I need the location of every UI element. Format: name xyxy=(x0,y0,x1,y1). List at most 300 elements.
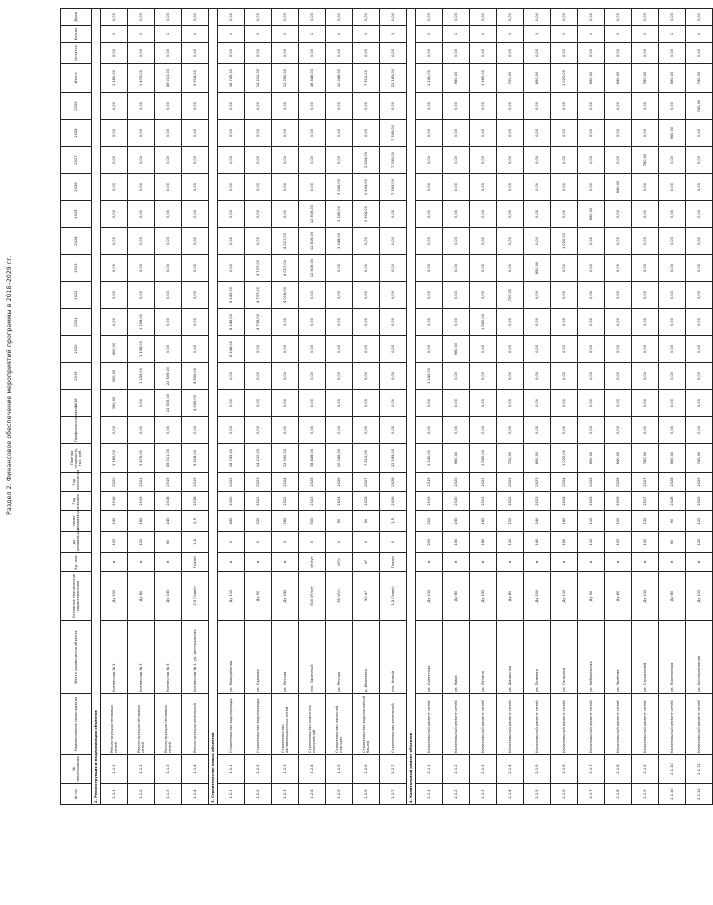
table-cell: 2.1.5 xyxy=(524,784,551,805)
table-cell: Ду 110 xyxy=(218,572,245,621)
table-row xyxy=(299,9,326,805)
table-cell: 1 xyxy=(524,26,551,43)
table-cell: Капитальный ремонт сетей xyxy=(416,694,443,755)
table-cell: 0,00 xyxy=(551,120,578,147)
table-cell: 140 xyxy=(155,511,182,532)
table-cell: 0,00 xyxy=(578,363,605,390)
table-cell: 0,00 xyxy=(632,174,659,201)
table-cell: 0,00 xyxy=(443,120,470,147)
table-cell: 390,00 xyxy=(101,363,128,390)
table-cell: 0,00 xyxy=(101,417,128,444)
table-cell: 0,00 xyxy=(272,9,299,26)
table-cell: 0,00 xyxy=(605,147,632,174)
table-cell: 0,00 xyxy=(632,309,659,336)
table-cell: Строительство водонапорной башни xyxy=(353,694,380,755)
table-cell: 0,00 xyxy=(497,43,524,64)
table-cell: 0,00 xyxy=(416,9,443,26)
table-cell: 560,00 xyxy=(659,444,686,473)
col-header-specs: Основные технические характеристики xyxy=(61,572,92,621)
table-cell: 0,00 xyxy=(632,255,659,282)
table-cell: 390,00 xyxy=(101,390,128,417)
table-row xyxy=(632,9,659,805)
table-cell: 0,00 xyxy=(605,43,632,64)
table-cell: 0,00 xyxy=(272,93,299,120)
table-cell: 320 xyxy=(245,511,272,532)
table-cell: 1,8 xyxy=(182,532,209,553)
table-cell: 0,00 xyxy=(416,174,443,201)
table-cell: 0,00 xyxy=(551,255,578,282)
table-cell: 1 xyxy=(299,26,326,43)
table-cell: 0,00 xyxy=(632,43,659,64)
table-cell: д. Ивановка xyxy=(353,621,380,694)
table-cell: 2025 xyxy=(299,473,326,492)
table-cell: 0,00 xyxy=(182,417,209,444)
table-cell: 22 185,00 xyxy=(380,444,407,473)
table-cell: 2022 xyxy=(272,492,299,511)
table-cell: 0,00 xyxy=(632,93,659,120)
table-row xyxy=(353,9,380,805)
table-cell: 0,00 xyxy=(443,228,470,255)
table-cell: 0,00 xyxy=(326,336,353,363)
table-cell: 7 395,00 xyxy=(380,120,407,147)
table-cell: 9 918,00 xyxy=(182,64,209,93)
table-cell: 7 512,00 xyxy=(353,64,380,93)
table-cell: 4 016,00 xyxy=(272,282,299,309)
table-cell: 0,00 xyxy=(101,174,128,201)
table-cell: ул. Строителей xyxy=(632,621,659,694)
table-cell: 100 xyxy=(605,532,632,553)
table-cell: 400,00 xyxy=(101,336,128,363)
table-cell: 12 050,00 xyxy=(272,444,299,473)
col-header-n2: Доля xyxy=(61,9,92,26)
table-row xyxy=(416,9,443,805)
table-cell: 150 xyxy=(443,532,470,553)
table-cell: 140 xyxy=(524,511,551,532)
table-cell: 0,00 xyxy=(326,363,353,390)
table-cell: м xyxy=(101,553,128,572)
table-cell: 0 xyxy=(380,532,407,553)
table-cell: м xyxy=(632,553,659,572)
table-cell: 0,00 xyxy=(551,93,578,120)
table-cell: 0,00 xyxy=(524,147,551,174)
table-cell: 2028 xyxy=(659,492,686,511)
table-cell: 0,00 xyxy=(353,93,380,120)
table-cell: 0,00 xyxy=(182,336,209,363)
table-cell: 0,00 xyxy=(218,120,245,147)
table-cell: м xyxy=(416,553,443,572)
table-cell: 2,5 xyxy=(182,511,209,532)
table-cell: Ду 100 xyxy=(632,572,659,621)
table-cell: 1.1.1 xyxy=(101,784,128,805)
table-cell: 0,00 xyxy=(524,417,551,444)
table-cell: 0,00 xyxy=(497,228,524,255)
table-cell: 0,00 xyxy=(299,147,326,174)
table-cell: 0,00 xyxy=(155,309,182,336)
table-cell: 0,00 xyxy=(155,282,182,309)
table-cell: 2 504,00 xyxy=(353,174,380,201)
table-cell: 0,00 xyxy=(632,390,659,417)
table-cell: 640,00 xyxy=(605,444,632,473)
table-cell: 1.2.6 xyxy=(353,784,380,805)
col-header-year-2021: 2021 xyxy=(61,309,92,336)
table-cell: 1 xyxy=(245,26,272,43)
table-cell: 1 xyxy=(659,26,686,43)
table-cell: 4 736,00 xyxy=(245,309,272,336)
table-cell: 0,00 xyxy=(101,282,128,309)
table-cell: Ду 100 xyxy=(686,572,713,621)
table-row xyxy=(245,9,272,805)
table-cell: 0,00 xyxy=(524,43,551,64)
table-cell: 0,00 xyxy=(218,43,245,64)
table-cell: 0,00 xyxy=(245,174,272,201)
table-cell: 0,00 xyxy=(272,201,299,228)
table-cell: 0,00 xyxy=(326,9,353,26)
table-cell: 0,00 xyxy=(551,309,578,336)
table-cell: Строительство водопровода xyxy=(245,694,272,755)
table-cell: 2026 xyxy=(605,473,632,492)
table-cell: 0 xyxy=(218,532,245,553)
table-cell: 0,00 xyxy=(380,201,407,228)
table-cell: 2023 xyxy=(524,492,551,511)
table-cell: Капитальный ремонт сетей xyxy=(632,694,659,755)
table-cell: Капитальный ремонт сетей xyxy=(497,694,524,755)
table-cell: 1.2.4 xyxy=(299,755,326,784)
col-header-year-2027: 2027 xyxy=(61,147,92,174)
table-cell: 0,00 xyxy=(101,120,128,147)
table-cell: 0,00 xyxy=(497,255,524,282)
table-row xyxy=(326,9,353,805)
table-cell: 2022 xyxy=(497,492,524,511)
table-cell: 0,00 xyxy=(128,9,155,26)
table-cell: Ду 80 xyxy=(605,572,632,621)
col-header-year-2025: 2025 xyxy=(61,201,92,228)
table-cell: м xyxy=(659,553,686,572)
col-header-year-2029: 2029 xyxy=(61,93,92,120)
table-cell: 0,00 xyxy=(524,309,551,336)
table-cell: 0,00 xyxy=(659,282,686,309)
table-cell: 0,00 xyxy=(218,174,245,201)
table-cell: Ду 80 xyxy=(128,572,155,621)
table-cell: 0,00 xyxy=(326,147,353,174)
table-cell: 4 737,00 xyxy=(245,255,272,282)
table-cell: 1 xyxy=(326,26,353,43)
table-cell: 0,00 xyxy=(659,9,686,26)
table-cell: Реконструкция тепловых сетей xyxy=(155,694,182,755)
table-cell: Реконструкция тепловых сетей xyxy=(128,694,155,755)
table-cell: 1.2.5 xyxy=(326,755,353,784)
table-cell: 0,00 xyxy=(218,9,245,26)
table-cell: 0,00 xyxy=(578,390,605,417)
table-cell: Ду 90 xyxy=(245,572,272,621)
table-cell: 2021 xyxy=(470,492,497,511)
table-cell: 0,00 xyxy=(353,228,380,255)
table-cell: Ду 100 xyxy=(416,572,443,621)
table-cell: 2028 xyxy=(380,473,407,492)
table-cell: Строительство насосной станции xyxy=(326,694,353,755)
finance-table xyxy=(60,8,713,805)
table-cell: 0,00 xyxy=(443,363,470,390)
table-cell: 0,00 xyxy=(632,201,659,228)
table-cell: 2022 xyxy=(218,473,245,492)
table-cell: 0,00 xyxy=(416,228,443,255)
table-cell: 0,00 xyxy=(416,147,443,174)
table-cell: 1 xyxy=(551,26,578,43)
table-cell: 0,00 xyxy=(380,336,407,363)
table-cell: 2.1.3 xyxy=(470,784,497,805)
table-cell: 0,00 xyxy=(380,282,407,309)
table-cell: 0,00 xyxy=(578,93,605,120)
table-cell: 1 180,00 xyxy=(101,444,128,473)
table-cell: 0,00 xyxy=(155,120,182,147)
table-cell: 0,00 xyxy=(182,120,209,147)
table-header-row xyxy=(61,9,92,805)
col-header-year-2022: 2022 xyxy=(61,282,92,309)
table-cell: 1 020,00 xyxy=(551,228,578,255)
table-cell: 0 xyxy=(326,532,353,553)
table-cell: 0,00 xyxy=(128,390,155,417)
table-cell: 0,00 xyxy=(686,228,713,255)
table-cell: 0,00 xyxy=(128,43,155,64)
table-cell: 3 475,00 xyxy=(128,64,155,93)
table-cell: м³ xyxy=(353,553,380,572)
table-cell: 0,00 xyxy=(353,43,380,64)
table-cell: 3 348,00 xyxy=(326,228,353,255)
table-cell: 0,00 xyxy=(686,417,713,444)
table-cell: 0,00 xyxy=(416,43,443,64)
table-cell: Ду 80 xyxy=(443,572,470,621)
table-cell: м xyxy=(686,553,713,572)
table-cell: Гкал/ч xyxy=(380,553,407,572)
table-cell: 2024 xyxy=(272,473,299,492)
table-cell: 0,00 xyxy=(470,282,497,309)
table-cell: м xyxy=(605,553,632,572)
table-cell: 0,00 xyxy=(155,201,182,228)
col-header-year-2023: 2023 xyxy=(61,255,92,282)
table-cell: 22 185,00 xyxy=(380,64,407,93)
table-cell: 4 959,00 xyxy=(182,390,209,417)
table-cell: Строительство водопровода xyxy=(218,694,245,755)
table-cell: Строительство котельной xyxy=(380,694,407,755)
table-cell: 0,00 xyxy=(299,93,326,120)
table-cell: 0,00 xyxy=(245,363,272,390)
table-cell: ул. Набережная xyxy=(578,621,605,694)
table-cell: 0,00 xyxy=(299,417,326,444)
table-cell: 690,00 xyxy=(578,201,605,228)
table-cell: 0,00 xyxy=(659,390,686,417)
table-cell: 1 xyxy=(101,26,128,43)
table-cell: 2023 xyxy=(524,473,551,492)
table-cell: 0,00 xyxy=(245,9,272,26)
table-cell: 0,00 xyxy=(380,9,407,26)
table-cell: 2027 xyxy=(632,473,659,492)
table-cell: ул. Советская xyxy=(416,621,443,694)
table-cell: 0,00 xyxy=(416,93,443,120)
table-cell: 0,00 xyxy=(551,147,578,174)
table-cell: 0,00 xyxy=(605,93,632,120)
table-cell: 0,00 xyxy=(245,43,272,64)
col-header-unit: Ед. изм. xyxy=(61,553,92,572)
table-cell: 0,00 xyxy=(443,282,470,309)
table-cell: 2019 xyxy=(416,492,443,511)
table-row xyxy=(380,9,407,805)
table-cell: 160 xyxy=(551,511,578,532)
table-cell: 2.1.7 xyxy=(578,755,605,784)
table-cell: 0,00 xyxy=(218,417,245,444)
table-cell: 1 xyxy=(470,26,497,43)
col-header-name: Наименование мероприятия xyxy=(61,694,92,755)
col-header-total: Итого xyxy=(61,64,92,93)
table-cell: 2025 xyxy=(578,492,605,511)
table-cell: 0,00 xyxy=(497,147,524,174)
table-cell: 0,00 xyxy=(497,390,524,417)
table-cell: 2019 xyxy=(416,473,443,492)
table-cell: ул. Ленина xyxy=(470,621,497,694)
table-cell: 110 xyxy=(578,511,605,532)
table-cell: 0,00 xyxy=(353,336,380,363)
table-cell: 200 xyxy=(416,511,443,532)
table-cell: 0,00 xyxy=(605,363,632,390)
table-cell: 0,00 xyxy=(245,390,272,417)
table-cell: 0,00 xyxy=(299,390,326,417)
table-cell: 2025 xyxy=(578,473,605,492)
table-cell: 120 xyxy=(497,511,524,532)
table-cell: 0,00 xyxy=(245,201,272,228)
table-cell: 0,00 xyxy=(182,201,209,228)
table-cell: 1.2.5 xyxy=(326,784,353,805)
table-cell: 2.1.1 xyxy=(416,784,443,805)
table-cell: 22 506,00 xyxy=(155,363,182,390)
table-cell: Строительство очистных сооружений xyxy=(299,694,326,755)
table-cell: Капитальный ремонт сетей xyxy=(578,694,605,755)
table-cell: Гкал/ч xyxy=(182,553,209,572)
table-cell: 0,00 xyxy=(299,282,326,309)
table-cell: м xyxy=(155,553,182,572)
table-cell: 0,00 xyxy=(326,93,353,120)
table-cell: 12 816,00 xyxy=(299,255,326,282)
table-cell: ул. Кооперативная xyxy=(686,621,713,694)
table-cell: 2.1.7 xyxy=(578,784,605,805)
table-cell: 0,00 xyxy=(326,309,353,336)
table-cell: 1 xyxy=(272,26,299,43)
table-cell: 0,00 xyxy=(353,363,380,390)
table-cell: 0,00 xyxy=(524,390,551,417)
table-cell: 0,00 xyxy=(659,174,686,201)
table-row xyxy=(605,9,632,805)
table-cell: 2022 xyxy=(497,473,524,492)
table-cell: 120 xyxy=(686,511,713,532)
table-cell: 2019 xyxy=(128,492,155,511)
table-row xyxy=(155,9,182,805)
table-cell: 0,00 xyxy=(524,336,551,363)
table-cell: 14 210,00 xyxy=(245,64,272,93)
table-cell: 0,00 xyxy=(128,228,155,255)
table-cell: Ду 90 xyxy=(578,572,605,621)
table-cell: 180 xyxy=(470,532,497,553)
col-header-year-2026: 2026 xyxy=(61,174,92,201)
table-cell: ул. Школьная xyxy=(497,621,524,694)
table-cell: 6 248,00 xyxy=(218,336,245,363)
table-cell: 0,00 xyxy=(659,147,686,174)
table-cell: 0,00 xyxy=(686,282,713,309)
table-cell: 2020 xyxy=(218,492,245,511)
table-cell: 690,00 xyxy=(578,444,605,473)
table-cell: 3 349,00 xyxy=(326,174,353,201)
table-cell: 0,00 xyxy=(182,228,209,255)
document-title: Раздел 2. Финансовое обеспечение мероприятий программы в 2018–2029 гг. xyxy=(6,255,13,515)
table-cell: Капитальный ремонт сетей xyxy=(605,694,632,755)
table-cell: Котельная № 5 xyxy=(155,621,182,694)
table-cell: 0,00 xyxy=(326,417,353,444)
table-cell: Ду 80 xyxy=(659,572,686,621)
table-cell: 2,5 Гкал/ч xyxy=(182,572,209,621)
table-cell: Ду 80 xyxy=(497,572,524,621)
table-cell: 0,00 xyxy=(497,201,524,228)
table-cell: 0,00 xyxy=(182,309,209,336)
table-cell: м xyxy=(272,553,299,572)
table-cell: 1.1.2 xyxy=(128,784,155,805)
table-body xyxy=(92,9,713,805)
table-cell: 690,00 xyxy=(578,64,605,93)
table-cell: 0,00 xyxy=(470,93,497,120)
table-cell: 0,00 xyxy=(632,417,659,444)
table-cell: ул. Пионерская xyxy=(659,621,686,694)
table-cell: 120 xyxy=(497,532,524,553)
table-cell: 0,00 xyxy=(443,93,470,120)
table-cell: 50 м³/ч xyxy=(326,572,353,621)
table-cell: м xyxy=(245,553,272,572)
table-cell: 0,00 xyxy=(524,174,551,201)
table-cell: 0,00 xyxy=(470,228,497,255)
table-cell: 0,00 xyxy=(551,336,578,363)
table-cell: 0,00 xyxy=(416,255,443,282)
table-cell: 0,00 xyxy=(605,255,632,282)
table-cell: 0,00 xyxy=(380,390,407,417)
table-cell: Строительство канализационных сетей xyxy=(272,694,299,755)
table-row xyxy=(551,9,578,805)
table-cell: 45 011,00 xyxy=(155,64,182,93)
table-cell: 0,00 xyxy=(272,309,299,336)
table-cell: 0,00 xyxy=(659,255,686,282)
table-cell: 2021 xyxy=(245,492,272,511)
table-cell: 3 349,00 xyxy=(326,201,353,228)
table-row xyxy=(578,9,605,805)
table-cell: 280 xyxy=(272,511,299,532)
table-cell: 0,00 xyxy=(443,43,470,64)
table-cell: 0,00 xyxy=(182,255,209,282)
table-cell: 0,00 xyxy=(524,9,551,26)
table-cell: м xyxy=(470,553,497,572)
table-cell: ул. Гагарина xyxy=(551,621,578,694)
table-cell: 110 xyxy=(578,532,605,553)
table-cell: 1 xyxy=(218,26,245,43)
table-cell: 0,00 xyxy=(299,309,326,336)
table-cell: Котельная № 2 xyxy=(101,621,128,694)
table-row xyxy=(272,9,299,805)
table-cell: 0,00 xyxy=(605,201,632,228)
table-cell: 0,00 xyxy=(218,201,245,228)
table-cell: 12 816,00 xyxy=(299,201,326,228)
table-cell: 1.1.3 xyxy=(155,755,182,784)
table-cell: 980,00 xyxy=(443,444,470,473)
table-cell: 2024 xyxy=(551,492,578,511)
table-cell: 0,00 xyxy=(155,417,182,444)
table-cell: 0,00 xyxy=(605,120,632,147)
table-cell: 2018 xyxy=(101,492,128,511)
table-cell: 1 158,00 xyxy=(128,336,155,363)
table-cell: 0,00 xyxy=(416,309,443,336)
table-cell: 0,00 xyxy=(605,282,632,309)
table-cell: 50 м³ xyxy=(353,572,380,621)
